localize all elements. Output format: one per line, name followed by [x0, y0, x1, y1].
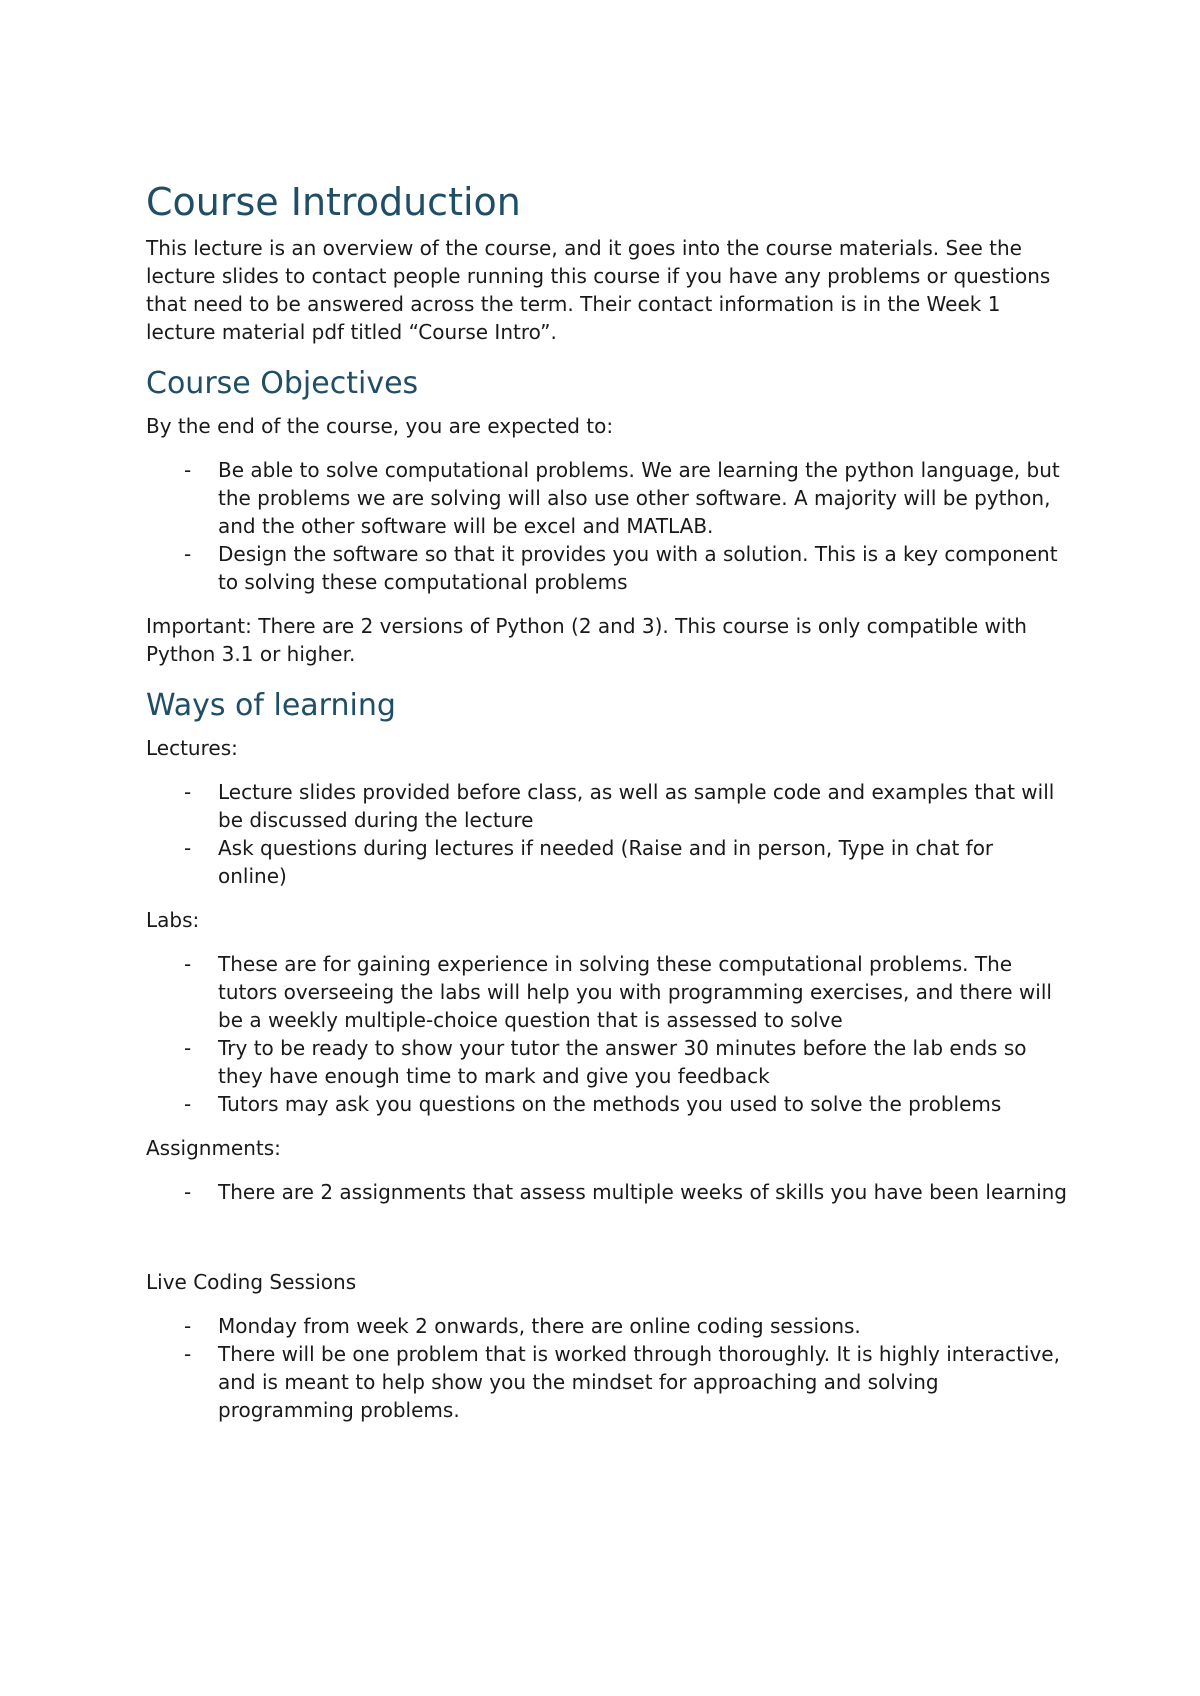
assignments-list	[146, 1178, 1080, 1206]
blank-line	[146, 1222, 1080, 1268]
dash-bullet: -	[184, 952, 192, 976]
important-note: Important: There are 2 versions of Python (2 and 3). This course is only compatible with Python 3.1 or higher.	[146, 614, 1027, 666]
dash-bullet: -	[184, 1092, 192, 1116]
list-item	[146, 1178, 1068, 1206]
list-item	[146, 456, 1068, 540]
list-item-text: Try to be ready to show your tutor the answer 30 minutes before the lab ends so they have enough time to mark and give you feedback	[218, 1036, 1027, 1088]
list-item-text: Lecture slides provided before class, as well as sample code and examples that will be discussed during the lecture	[218, 780, 1055, 832]
labs-list	[146, 950, 1080, 1118]
objectives-list	[146, 456, 1080, 596]
list-item	[146, 1090, 1068, 1118]
list-item	[146, 1340, 1068, 1424]
page-title: Course Introduction	[146, 180, 521, 224]
list-item-text: Tutors may ask you questions on the methods you used to solve the problems	[218, 1092, 1002, 1116]
dash-bullet: -	[184, 458, 192, 482]
dash-bullet: -	[184, 1314, 192, 1338]
list-item	[146, 540, 1068, 596]
lectures-list	[146, 778, 1080, 890]
labs-label: Labs:	[146, 908, 200, 932]
dash-bullet: -	[184, 1036, 192, 1060]
lectures-label: Lectures:	[146, 736, 238, 760]
dash-bullet: -	[184, 836, 192, 860]
list-item	[146, 834, 1068, 890]
list-item	[146, 950, 1068, 1034]
list-item-text: There will be one problem that is worked through thoroughly. It is highly interactive, and is meant to help show you the mindset for approaching and solving programming problems.	[218, 1342, 1060, 1422]
list-item	[146, 1034, 1068, 1090]
live-coding-label: Live Coding Sessions	[146, 1270, 357, 1294]
list-item-text: There are 2 assignments that assess multiple weeks of skills you have been learning	[218, 1180, 1068, 1204]
objectives-lead: By the end of the course, you are expected to:	[146, 414, 614, 438]
dash-bullet: -	[184, 1342, 192, 1366]
dash-bullet: -	[184, 542, 192, 566]
section-heading-ways-of-learning: Ways of learning	[146, 688, 396, 723]
list-item-text: These are for gaining experience in solving these computational problems. The tutors overseeing the labs will help you with programming exercises, and there will be a weekly multiple-choice question that is assessed to solve	[218, 952, 1052, 1032]
live-coding-list	[146, 1312, 1080, 1424]
intro-paragraph: This lecture is an overview of the course, and it goes into the course materials. See the lecture slides to contact people running this course if you have any problems or questions that need to be answered across the term. Their contact information is in the Week 1 lecture material pdf titled “Course Intro”.	[146, 236, 1051, 344]
assignments-label: Assignments:	[146, 1136, 281, 1160]
section-heading-objectives: Course Objectives	[146, 366, 419, 401]
dash-bullet: -	[184, 1180, 192, 1204]
dash-bullet: -	[184, 780, 192, 804]
list-item	[146, 1312, 1068, 1340]
list-item-text: Monday from week 2 onwards, there are online coding sessions.	[218, 1314, 861, 1338]
list-item-text: Design the software so that it provides you with a solution. This is a key component to solving these computational problems	[218, 542, 1058, 594]
list-item-text: Be able to solve computational problems. We are learning the python language, but the problems we are solving will also use other software. A majority will be python, and the other software will be excel and MATLAB.	[218, 458, 1060, 538]
list-item	[146, 778, 1068, 834]
list-item-text: Ask questions during lectures if needed (Raise and in person, Type in chat for online)	[218, 836, 994, 888]
